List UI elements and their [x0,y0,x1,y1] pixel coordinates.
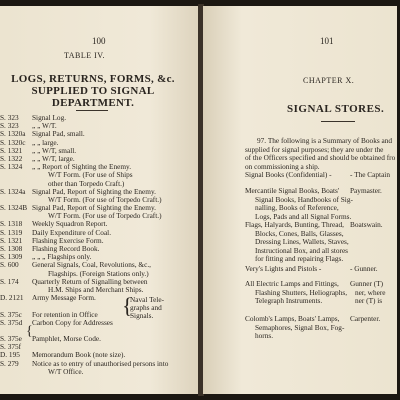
brace-glyph: { [26,324,33,339]
responsible-officer: Paymaster. [350,186,382,195]
title-rule [321,121,355,122]
form-title: „ „ „ Flagships only. [32,252,92,262]
form-entry [0,114,190,122]
form-title: „ „ large. [32,137,59,147]
form-title: Notice as to entry of unauthorised persons into [32,358,169,368]
right-page [203,6,397,394]
form-number: S. 1308 [0,244,23,253]
intro-line: supplied for signal purposes; they are under the [245,144,384,154]
store-item [245,265,397,274]
table-heading-line-1: LOGS, RETURNS, FORMS, &c. [11,73,175,85]
form-number: S. 1324 [0,162,23,172]
form-number: S. 375d [0,317,23,327]
responsible-officer: - Gunner. [350,264,378,273]
brace-note-line: graphs and [130,303,162,312]
form-title: Quarterly Return of Signalling between [32,276,148,286]
form-title: Daily Expenditure of Coal. [32,227,112,237]
form-title: Signal Pad, Report of Sighting the Enemy. [32,186,156,196]
brace-note [122,293,190,320]
form-title: „ „ Report of Sighting the Enemy. [32,162,132,172]
store-item-line: Very's Lights and Pistols - [245,264,322,273]
intro-line: on commissioning a ship. [245,161,320,171]
form-title: other than Torpedo Craft.) [48,178,125,188]
form-title: W/T Form. (For use of Torpedo Craft.) [48,194,162,204]
form-title: Flashing Exercise Form. [32,235,104,245]
form-title: Signal Pad, Report of Sighting the Enemy. [32,203,156,213]
intro-line: of the Officers specified and should be obtained fro [245,153,396,162]
form-number: S. 323 [0,113,19,122]
form-number: S. 1320c [0,137,26,147]
store-item-line: All Electric Lamps and Fittings, [245,279,339,288]
left-page [0,6,199,394]
form-number: S. 1309 [0,252,23,262]
form-entry [0,130,190,138]
store-item [245,171,397,180]
table-label: TABLE IV. [64,51,106,60]
store-item-line: Logs, Pads and all Signal Forms. [255,211,352,221]
responsible-officer: Gunner (T) [350,279,384,288]
store-item-line: nalling, Books of Reference, [255,203,339,212]
brace-glyph: { [122,293,133,318]
form-entry [0,368,190,376]
table-heading-line-2: SUPPLIED TO SIGNAL [31,85,155,97]
responsible-officer: Boatswain. [350,220,383,229]
form-entry [0,147,190,155]
form-number: S. 1321 [0,145,23,155]
intro-line: 97. The following is a Summary of Books and [257,136,393,145]
form-title: W/T Office. [48,366,84,376]
form-number: D. 2121 [0,293,24,303]
responsible-officer: Carpenter. [350,314,381,323]
form-number: S. 279 [0,358,19,368]
store-item [245,280,397,306]
table-heading-line-3: DEPARTMENT. [51,97,135,109]
form-title: Memorandum Book (note size). [32,350,126,360]
store-item [245,221,397,264]
form-title: Signal Pad, small. [32,129,85,139]
heading-rule [76,110,108,111]
store-item-line: Flashing Shutters, Heliographs, [255,287,348,297]
store-item-line: Telegraph Instruments. [255,296,323,305]
form-entry [0,360,190,368]
chapter-label: CHAPTER X. [303,76,355,85]
store-item-line: Colomb's Lamps, Boats' Lamps, [245,314,340,323]
form-number: S. 375f [0,342,22,352]
form-title: H.M. Ships and Merchant Ships. [48,284,144,294]
form-number: D. 195 [0,350,20,360]
store-item-line: Signal Books, Handbooks of Sig- [255,194,353,204]
form-number: S. 375e [0,334,22,344]
form-title: Carbon Copy for Addresses [32,317,113,327]
form-title: „ „ W/T, large. [32,153,75,163]
form-number: S. 323 [0,121,19,131]
form-title: „ „ W/T. [32,121,57,131]
intro-paragraph [245,137,395,171]
responsible-officer-note: ner, where [355,287,386,297]
form-number: S. 1324a [0,186,26,196]
store-item-line: Signal Books (Confidential) - [245,170,332,179]
form-number: S. 1321 [0,235,23,245]
form-title: W/T Form. (For use of Ships [48,170,133,180]
responsible-officer: - The Captain [350,170,390,179]
form-number: S. 174 [0,276,19,286]
form-number: S. 1319 [0,227,23,237]
form-entry [0,122,190,130]
form-number: S. 1322 [0,153,23,163]
left-page-number: 100 [92,36,106,46]
chapter-title: SIGNAL STORES. [287,103,385,115]
store-item-line: Blocks, Cones, Balls, Glasses, [255,228,344,238]
store-item-line: horns. [255,331,274,340]
brace-note-line: Naval Tele- [130,295,164,304]
form-title: Army Message Form. [32,293,96,303]
form-title: Flagships. (Foreign Stations only.) [48,268,149,278]
store-item-line: Semaphores, Signal Box, Fog- [255,322,345,332]
store-item-line: Mercantile Signal Books, Boats' [245,186,340,195]
form-number: S. 375c [0,309,22,319]
form-number: S. 600 [0,260,19,270]
form-title: General Signals, Coal, Revolutions, &c., [32,260,151,270]
store-item-line: Instructional Box, and all stores [255,245,349,255]
form-title: Flashing Record Book. [32,244,100,253]
form-title: Signal Log. [32,113,67,122]
form-number: S. 1320a [0,129,26,139]
form-number: S. 1324B [0,203,28,213]
form-title: For retention in Office [32,309,98,319]
store-item [245,315,397,341]
responsible-officer-note: ner (T) is [355,296,383,305]
right-page-number: 101 [320,36,334,46]
form-title: W/T Form. (For use of Torpedo Craft.) [48,211,162,221]
brace-note-line: Signals. [130,311,154,320]
form-entry [0,245,190,253]
store-item [245,187,397,221]
form-number: S. 1318 [0,219,23,229]
form-title: Pamphlet, Morse Code. [32,334,101,344]
form-title: Weekly Squadron Report. [32,219,108,229]
store-item-line: Flags, Halyards, Bunting, Thread, [245,220,344,229]
form-title: „ „ W/T, small. [32,145,77,155]
store-item-line: for fitting and repairing Flags. [255,254,344,263]
store-item-line: Dressing Lines, Wallets, Staves, [255,237,349,246]
form-entry [0,139,190,147]
